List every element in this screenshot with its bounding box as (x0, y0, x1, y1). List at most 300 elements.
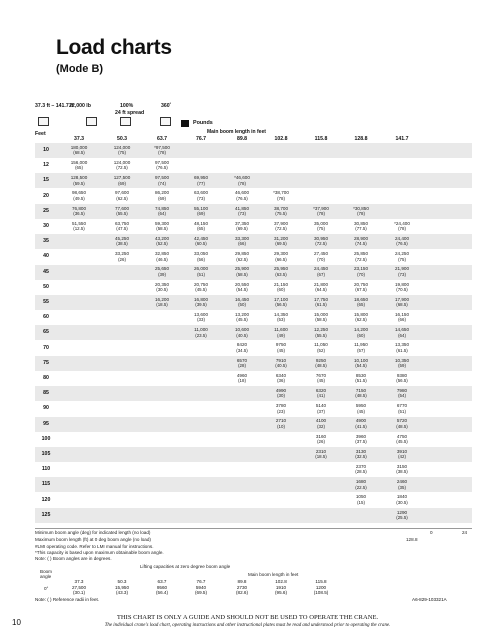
cell-capacity: 37,350 (234, 220, 250, 226)
cell-angle: (76.5) (236, 195, 248, 201)
table-cell (385, 297, 419, 308)
table-cell (264, 221, 298, 232)
boom-angle-label: Boom angle (40, 569, 53, 579)
cell-capacity: 23,150 (353, 266, 369, 272)
cell-capacity: 15,800 (353, 312, 369, 317)
cell-capacity: 4750 (396, 433, 408, 439)
cell-angle: (45) (317, 378, 325, 384)
zero-capacity: 1910 (275, 585, 287, 590)
cell-capacity: 37,900 (273, 220, 289, 226)
cell-angle: (62.5) (236, 256, 248, 262)
row-radius-label: 105 (41, 451, 51, 457)
cell-angle: (56.5) (275, 302, 287, 308)
cell-capacity: 25,950 (273, 266, 289, 272)
row-radius-label: 95 (43, 420, 49, 427)
cell-angle: (65) (75, 165, 83, 171)
cell-capacity: 30,950 (313, 236, 329, 241)
table-cell (304, 282, 338, 293)
weight-icon (86, 117, 97, 126)
cell-angle: (64) (158, 211, 166, 216)
cell-capacity: 42,450 (193, 236, 209, 241)
cell-capacity: 11,950 (354, 342, 368, 348)
table-cell (145, 266, 179, 277)
cell-capacity: 26,000 (193, 266, 209, 272)
row-radius-label: 10 (43, 147, 49, 153)
cell-angle: (69.5) (275, 241, 287, 247)
table-cell (344, 479, 378, 490)
document-id: A6-829-103321A (412, 597, 447, 602)
row-radius-label: 35 (43, 238, 49, 245)
column-header: 50.3 (116, 136, 128, 142)
cell-angle: (74.5) (355, 241, 367, 247)
cell-angle: (52.5) (156, 241, 168, 247)
cell-angle: (73) (238, 211, 246, 216)
row-radius-label: 80 (43, 375, 49, 381)
table-cell (344, 418, 378, 429)
cell-angle: (39) (158, 271, 166, 277)
cell-capacity: 18,650 (353, 296, 369, 302)
table-cell (105, 175, 139, 186)
cell-angle: (26) (118, 256, 126, 262)
cell-angle: (78) (357, 211, 365, 216)
cell-capacity: 8420 (236, 342, 248, 348)
table-cell (344, 494, 378, 505)
table-cell (304, 403, 338, 414)
table-cell (225, 236, 259, 247)
cell-capacity: 33,300 (234, 236, 250, 241)
cell-capacity: 7670 (315, 372, 327, 378)
cell-angle: (50) (238, 302, 246, 308)
column-header: 63.7 (156, 136, 168, 142)
cell-angle: (54) (398, 393, 406, 399)
zero-radius: (108.5) (313, 590, 329, 596)
table-cell (385, 236, 419, 247)
table-cell (344, 388, 378, 399)
cell-angle: (39.5) (195, 302, 207, 308)
cell-capacity: 14,650 (394, 327, 410, 333)
table-cell (344, 282, 378, 293)
table-cell (145, 221, 179, 232)
cell-angle: (75.5) (275, 211, 287, 216)
table-cell (105, 236, 139, 247)
cell-capacity: 9380 (396, 372, 408, 378)
cell-angle: (38.5) (396, 469, 408, 475)
cell-capacity: 4900 (355, 418, 367, 424)
cell-capacity: 1680 (355, 479, 367, 485)
table-cell (145, 145, 179, 156)
cell-angle: (45.5) (195, 287, 207, 292)
cell-capacity: 21,150 (273, 281, 289, 287)
cell-angle: (76.5) (156, 165, 168, 171)
zero-cell (225, 585, 259, 596)
cell-angle: (15) (357, 499, 365, 505)
table-cell (385, 434, 419, 445)
table-cell (344, 434, 378, 445)
cell-angle: (77) (197, 180, 205, 186)
table-cell (225, 251, 259, 262)
zero-radius: (69.5) (194, 590, 207, 596)
table-cell (225, 221, 259, 232)
cell-capacity: 35,000 (313, 220, 329, 226)
cell-capacity: 17,100 (273, 296, 289, 302)
cell-angle: (78) (277, 195, 285, 201)
cell-capacity: 13,600 (193, 312, 209, 317)
cell-angle: (67) (317, 271, 325, 277)
cell-angle: (40.5) (236, 332, 248, 338)
column-header: 102.8 (274, 136, 288, 142)
column-header: 76.7 (195, 136, 207, 142)
cell-capacity: 98,650 (71, 190, 87, 196)
cell-capacity: 14,350 (273, 312, 289, 317)
cell-capacity: 11,600 (274, 327, 288, 333)
cell-capacity: *24,400 (394, 220, 410, 226)
table-cell (304, 236, 338, 247)
cell-capacity: 10,350 (394, 357, 410, 363)
table-cell (344, 251, 378, 262)
cell-capacity: *46,600 (234, 175, 250, 181)
table-cell (145, 175, 179, 186)
cell-angle: (70.5) (396, 287, 408, 292)
table-cell (304, 312, 338, 323)
cell-capacity: 20,550 (234, 281, 250, 287)
cell-angle: (55.5) (315, 332, 327, 338)
cell-angle: (70) (357, 271, 365, 277)
cell-angle: (65) (197, 226, 205, 232)
table-cell (184, 266, 218, 277)
cell-capacity: 29,300 (273, 251, 289, 257)
table-cell (145, 236, 179, 247)
cell-capacity: 24,250 (394, 251, 410, 257)
cell-capacity: 1050 (355, 494, 367, 500)
zero-radius: (56.4) (155, 590, 168, 596)
table-cell (264, 190, 298, 201)
table-cell (304, 221, 338, 232)
cell-angle: (48.5) (315, 363, 327, 368)
cell-angle: (69) (197, 211, 205, 216)
zero-radius: (82.6) (235, 590, 248, 596)
zero-capacity: 1200 (315, 585, 327, 590)
cell-angle: (73) (197, 195, 205, 201)
table-row (35, 158, 472, 173)
cell-capacity: 97,500 (154, 175, 170, 181)
cell-capacity: 20,350 (154, 281, 170, 287)
cell-angle: (60.5) (195, 241, 207, 247)
table-cell (304, 327, 338, 338)
units-label: Pounds (193, 120, 213, 126)
cell-capacity: 3150 (396, 464, 408, 469)
units-swatch (181, 120, 189, 127)
cell-angle: (56.5) (396, 378, 408, 384)
cell-capacity: 43,200 (154, 236, 170, 241)
table-cell (344, 464, 378, 475)
cell-capacity: *97,500 (154, 144, 170, 150)
table-cell (304, 388, 338, 399)
cell-angle: (51) (398, 408, 406, 414)
zero-column-header: 76.7 (196, 579, 206, 584)
boom-length-heading: Main boom length in feet (207, 129, 266, 135)
cell-angle: (35) (398, 484, 406, 490)
cell-capacity: 7150 (355, 388, 367, 393)
table-cell (264, 251, 298, 262)
cell-capacity: 7910 (275, 357, 287, 363)
table-cell (344, 312, 378, 323)
cell-capacity: 127,500 (113, 175, 131, 181)
row-radius-label: 30 (43, 223, 49, 229)
disclaimer-text: The individual crane's load chart, operating instructions and other instructional plates must be read and understood prior to operating the crane. (104, 623, 391, 628)
cell-capacity: 9750 (275, 342, 287, 348)
cell-angle: (51.5) (355, 378, 367, 384)
table-cell (385, 388, 419, 399)
cell-angle: (75) (317, 226, 325, 232)
cell-angle: (70) (317, 256, 325, 262)
table-cell (62, 190, 96, 201)
cell-angle: (60) (357, 332, 365, 338)
table-cell (264, 297, 298, 308)
min-angle-value-1: 24 (462, 530, 468, 535)
row-radius-label: 65 (43, 329, 49, 336)
cell-capacity: 11,000 (194, 327, 208, 333)
zero-cell (62, 585, 96, 596)
cell-capacity: 128,500 (70, 175, 88, 181)
table-cell (62, 160, 96, 171)
table-cell (385, 464, 419, 475)
min-angle-value-0: 0 (430, 530, 433, 535)
row-radius-label: 125 (41, 511, 51, 518)
table-cell (225, 358, 259, 369)
table-cell (184, 282, 218, 293)
cell-angle: (26) (317, 439, 325, 444)
table-cell (184, 327, 218, 338)
table-cell (225, 206, 259, 217)
cell-capacity: 124,000 (113, 144, 131, 150)
cell-angle: (18.5) (156, 302, 168, 308)
table-cell (184, 206, 218, 217)
zero-radius: (95.6) (274, 590, 287, 596)
cell-capacity: 2310 (315, 448, 327, 454)
cell-angle: (72.5) (116, 165, 128, 171)
row-radius-label: 15 (43, 177, 49, 184)
cell-capacity: 20,750 (353, 281, 369, 287)
cell-capacity: 4100 (315, 418, 327, 424)
cell-capacity: 16,150 (394, 312, 410, 317)
cell-capacity: 25,650 (154, 266, 170, 272)
table-cell (62, 221, 96, 232)
cell-capacity: 6320 (315, 388, 327, 393)
zero-column-header: 102.8 (275, 579, 287, 584)
table-cell (344, 297, 378, 308)
table-cell (225, 297, 259, 308)
spec-outrigger-sub: 24 ft spread (115, 110, 145, 116)
cell-angle: (45.5) (236, 317, 248, 323)
cell-angle: (64) (398, 332, 406, 338)
cell-capacity: 41,850 (234, 205, 250, 211)
cell-capacity: 25,850 (353, 251, 369, 257)
cell-capacity: 20,750 (193, 281, 209, 287)
rotation-icon (160, 117, 171, 126)
cell-angle: (58.5) (315, 317, 327, 323)
disclaimer-heading: THIS CHART IS ONLY A GUIDE AND SHOULD NOT BE USED TO OPERATE THE CRANE. (116, 614, 379, 621)
table-cell (264, 342, 298, 353)
cell-capacity: 5950 (355, 403, 367, 409)
table-cell (385, 479, 419, 490)
row-radius-label: 12 (43, 162, 49, 169)
table-cell (264, 327, 298, 338)
cell-angle: (68.5) (73, 150, 85, 156)
cell-capacity: 1840 (396, 494, 408, 500)
table-cell (184, 190, 218, 201)
table-cell (344, 342, 378, 353)
cell-capacity: 6570 (236, 357, 248, 363)
table-cell (225, 266, 259, 277)
cell-angle: (52) (317, 347, 325, 353)
cell-angle: (47.5) (116, 226, 128, 232)
cell-angle: (61.5) (396, 347, 408, 353)
cell-capacity: 3780 (275, 403, 287, 409)
cell-angle: (66.5) (275, 256, 287, 262)
column-header: 141.7 (395, 136, 409, 142)
cell-angle: (41) (317, 393, 325, 399)
table-cell (62, 206, 96, 217)
table-cell (304, 342, 338, 353)
table-cell (304, 297, 338, 308)
cell-capacity: 74,850 (154, 205, 170, 211)
cell-angle: (65) (357, 302, 365, 308)
spec-capacity: 22,000 lb (69, 103, 91, 109)
cell-capacity: 21,800 (313, 281, 329, 287)
cell-capacity: *37,900 (313, 205, 329, 211)
table-cell (184, 236, 218, 247)
table-cell (385, 510, 419, 521)
table-cell (225, 373, 259, 384)
table-cell (344, 236, 378, 247)
cell-capacity: 38,700 (273, 205, 289, 211)
cell-angle: (28.5) (355, 469, 367, 475)
table-cell (145, 297, 179, 308)
cell-capacity: 76,800 (71, 205, 87, 211)
table-cell (344, 221, 378, 232)
spec-boom: 37.3 ft – 141.7 ft (35, 103, 74, 109)
cell-angle: (78) (158, 150, 166, 156)
table-cell (385, 449, 419, 460)
cell-angle: (38.5) (116, 241, 128, 247)
spec-rotation: 360˚ (161, 103, 172, 109)
table-cell (304, 449, 338, 460)
cell-angle: (45) (357, 408, 365, 414)
cell-angle: (28) (238, 363, 246, 368)
cell-capacity: 17,900 (394, 296, 410, 302)
cell-angle: (10) (277, 423, 285, 429)
cell-capacity: 4960 (236, 372, 248, 378)
cell-angle: (53) (277, 317, 285, 323)
cell-capacity: 27,450 (313, 251, 329, 257)
table-cell (105, 221, 139, 232)
cell-angle: (18.5) (315, 454, 327, 460)
table-cell (145, 251, 179, 262)
row-radius-label: 90 (43, 405, 49, 412)
cell-angle: (64.5) (315, 287, 327, 292)
table-cell (225, 190, 259, 201)
zero-capacity: 27,500 (71, 585, 87, 590)
zero-cell (105, 585, 139, 596)
cell-capacity: 77,600 (114, 205, 130, 211)
cell-angle: (30.5) (396, 499, 408, 505)
table-cell (385, 373, 419, 384)
cell-angle: (57) (357, 347, 365, 353)
cell-angle: (63.5) (275, 271, 287, 277)
table-cell (344, 266, 378, 277)
table-cell (62, 175, 96, 186)
cell-angle: (37.5) (355, 439, 367, 444)
table-cell (184, 312, 218, 323)
cell-angle: (48.5) (355, 393, 367, 399)
cell-angle: (30.5) (156, 287, 168, 292)
cell-capacity: 9250 (315, 357, 327, 363)
footer-rule (35, 528, 472, 529)
table-cell (145, 206, 179, 217)
cell-capacity: 5720 (396, 418, 408, 424)
max-length-label: Maximum boom length (ft) at 0 deg boom angle (no load) (35, 537, 151, 542)
cell-capacity: 11,050 (314, 342, 328, 348)
table-cell (385, 312, 419, 323)
cell-capacity: 86,200 (154, 190, 170, 196)
cell-capacity: 15,000 (313, 312, 329, 317)
boom-icon (38, 117, 49, 126)
zero-angle-subheading: Main boom length in feet (248, 572, 299, 577)
cell-angle: (45) (277, 347, 285, 353)
table-cell (344, 403, 378, 414)
table-cell (184, 297, 218, 308)
cell-capacity: 17,750 (313, 296, 329, 302)
cell-angle: (32) (317, 423, 325, 429)
row-radius-label: 120 (41, 496, 51, 503)
cell-capacity: 180,000 (70, 144, 88, 150)
cell-capacity: 5140 (315, 403, 327, 409)
table-cell (385, 342, 419, 353)
table-cell (264, 282, 298, 293)
cell-angle: (12.5) (73, 226, 85, 232)
table-cell (264, 206, 298, 217)
table-cell (385, 251, 419, 262)
cell-angle: (48.5) (396, 423, 408, 429)
cell-angle: (23) (277, 408, 285, 414)
table-cell (385, 266, 419, 277)
table-cell (264, 373, 298, 384)
cell-capacity: 97,600 (114, 190, 130, 196)
table-cell (264, 388, 298, 399)
cell-capacity: 19,800 (394, 281, 410, 287)
cell-capacity: 3130 (355, 448, 367, 454)
cell-capacity: 97,500 (154, 160, 170, 165)
table-cell (264, 418, 298, 429)
row-radius-label: 85 (43, 390, 49, 397)
zero-radius: (43.3) (115, 590, 128, 596)
table-cell (385, 403, 419, 414)
cell-angle: (68.5) (396, 302, 408, 308)
table-row (35, 143, 472, 158)
cell-capacity: 28,900 (353, 236, 369, 241)
table-cell (304, 434, 338, 445)
cell-angle: (78) (398, 226, 406, 232)
cell-capacity: 156,000 (70, 160, 88, 165)
table-cell (264, 312, 298, 323)
zero-column-header: 89.8 (237, 579, 247, 584)
zero-column-header: 50.3 (117, 579, 127, 584)
cell-capacity: 124,000 (113, 160, 131, 165)
cell-angle: (46.5) (156, 256, 168, 262)
cell-capacity: *38,700 (273, 190, 289, 196)
table-cell (225, 282, 259, 293)
cell-angle: (72.5) (315, 241, 327, 247)
